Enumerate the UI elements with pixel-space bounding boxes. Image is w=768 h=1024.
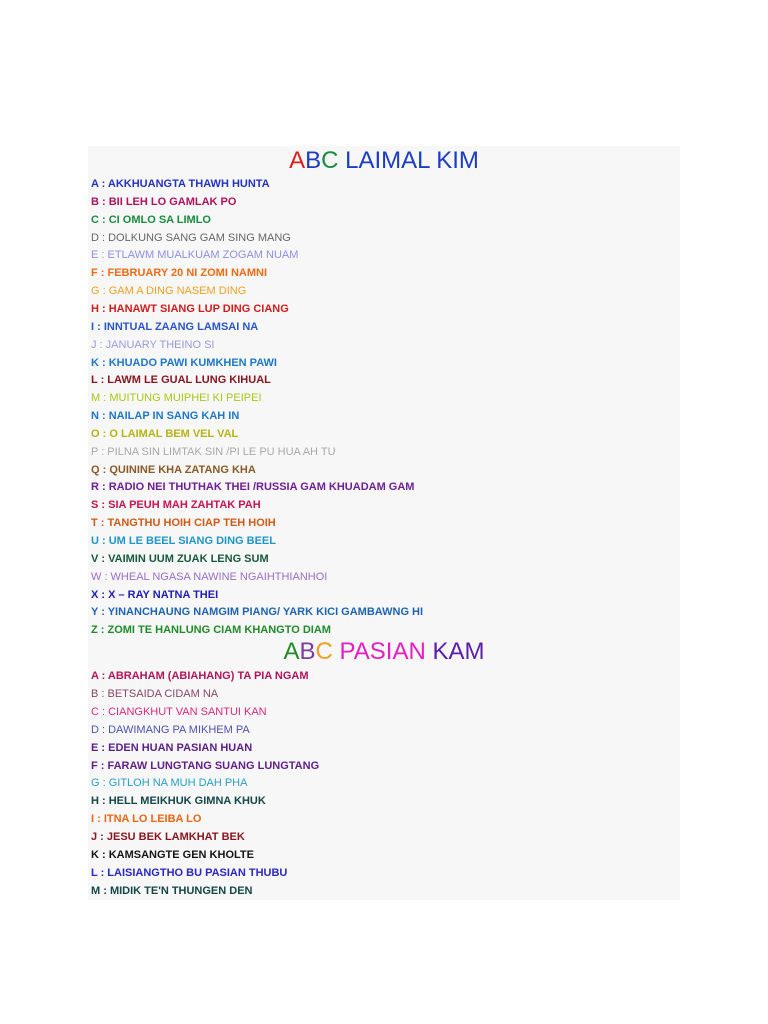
list-item: D : DOLKUNG SANG GAM SING MANG xyxy=(91,231,291,244)
title-part: C xyxy=(315,638,333,665)
list-item: M : MIDIK TE'N THUNGEN DEN xyxy=(91,884,253,897)
list-item: C : CI OMLO SA LIMLO xyxy=(91,213,211,226)
list-item: E : ETLAWM MUALKUAM ZOGAM NUAM xyxy=(91,249,299,262)
list-item: F : FEBRUARY 20 NI ZOMI NAMNI xyxy=(91,267,268,280)
list-item: E : EDEN HUAN PASIAN HUAN xyxy=(91,741,253,754)
list-item: S : SIA PEUH MAH ZAHTAK PAH xyxy=(91,499,261,512)
title-part: B xyxy=(305,147,322,174)
list-item: B : BII LEH LO GAMLAK PO xyxy=(91,195,237,208)
list-item: B : BETSAIDA CIDAM NA xyxy=(91,687,219,700)
list-item: F : FARAW LUNGTANG SUANG LUNGTANG xyxy=(91,759,320,772)
list-item: X : X – RAY NATNA THEI xyxy=(91,588,219,601)
list-item: C : CIANGKHUT VAN SANTUI KAN xyxy=(91,705,267,718)
document-page xyxy=(88,146,680,900)
title-part: C xyxy=(321,147,339,174)
list-item: U : UM LE BEEL SIANG DING BEEL xyxy=(91,535,276,547)
list-item: K : KAMSANGTE GEN KHOLTE xyxy=(91,849,254,861)
title-part: KAM xyxy=(425,638,485,665)
list-item: P : PILNA SIN LIMTAK SIN /PI LE PU HUA AH TU xyxy=(91,445,336,458)
list-item: H : HELL MEIKHUK GIMNA KHUK xyxy=(91,795,266,808)
list-item: L : LAISIANGTHO BU PASIAN THUBU xyxy=(91,866,288,879)
list-item: I : ITNA LO LEIBA LO xyxy=(91,813,202,826)
list-item: G : GITLOH NA MUH DAH PHA xyxy=(91,777,248,790)
list-item: A : ABRAHAM (ABIAHANG) TA PIA NGAM xyxy=(91,670,309,682)
list-item: J : JANUARY THEINO SI xyxy=(91,338,215,351)
section-title-abc-laimal-kim xyxy=(88,147,680,175)
list-item: N : NAILAP IN SANG KAH IN xyxy=(91,410,240,423)
list-item: R : RADIO NEI THUTHAK THEI /RUSSIA GAM KHUADAM GAM xyxy=(91,481,415,494)
list-item: T : TANGTHU HOIH CIAP TEH HOIH xyxy=(91,517,276,530)
title-part: B xyxy=(299,638,316,665)
list-item: D : DAWIMANG PA MIKHEM PA xyxy=(91,723,250,736)
title-part: A xyxy=(283,638,300,665)
list-item: Y : YINANCHAUNG NAMGIM PIANG/ YARK KICI GAMBAWNG HI xyxy=(91,606,424,619)
list-item: Q : QUININE KHA ZATANG KHA xyxy=(91,463,256,476)
list-item: G : GAM A DING NASEM DING xyxy=(91,285,247,298)
list-item: I : INNTUAL ZAANG LAMSAI NA xyxy=(91,320,259,333)
list-item: O : O LAIMAL BEM VEL VAL xyxy=(91,427,239,440)
list-item: L : LAWM LE GUAL LUNG KIHUAL xyxy=(91,374,271,387)
list-item: A : AKKHUANGTA THAWH HUNTA xyxy=(91,178,270,190)
title-part: LAIMAL KIM xyxy=(338,147,479,174)
section-title-abc-pasian-kam xyxy=(88,638,680,666)
list-item: K : KHUADO PAWI KUMKHEN PAWI xyxy=(91,356,277,369)
title-part: PASIAN xyxy=(332,638,426,665)
list-item: V : VAIMIN UUM ZUAK LENG SUM xyxy=(91,552,269,565)
list-item: J : JESU BEK LAMKHAT BEK xyxy=(91,831,245,844)
list-item: M : MUITUNG MUIPHEI KI PEIPEI xyxy=(91,392,262,405)
list-item: Z : ZOMI TE HANLUNG CIAM KHANGTO DIAM xyxy=(91,624,331,637)
list-item: H : HANAWT SIANG LUP DING CIANG xyxy=(91,302,289,315)
title-part: A xyxy=(289,147,306,174)
list-item: W : WHEAL NGASA NAWINE NGAIHTHIANHOI xyxy=(91,570,328,583)
